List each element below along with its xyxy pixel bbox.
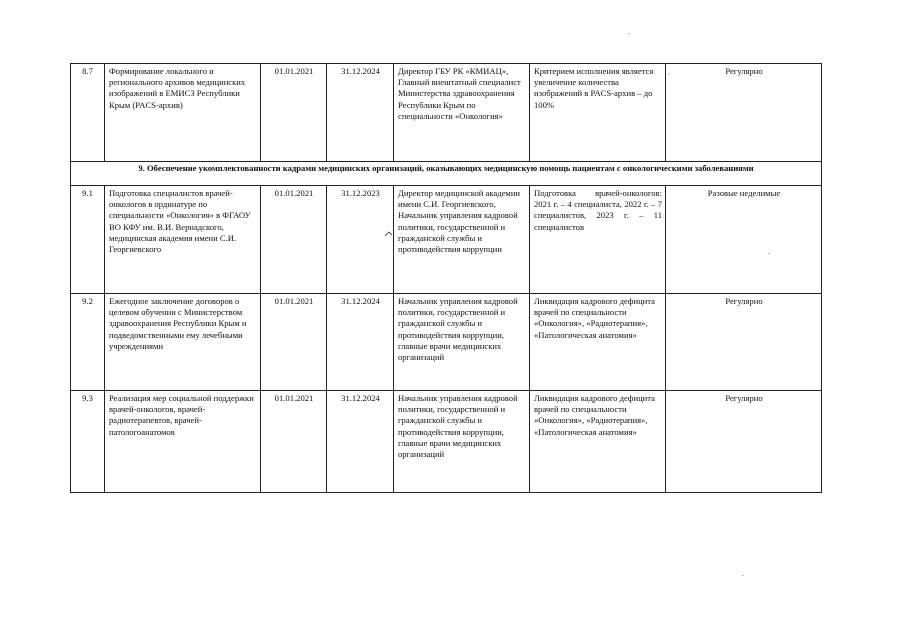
indicator: Ликвидация кадрового дефицита врачей по специальности «Онкология», «Радиотерапия», «Патологическая анатомия» (530, 391, 666, 493)
measure-name: Ежегодное заключение договоров о целевом обучении с Министерством здравоохранения Республики Крым и подведомственными ему лечебными учреждениями (105, 294, 261, 391)
document-page (70, 63, 821, 493)
indicator: Критерием исполнения является увеличение количества изображений в PACS-архив – до 100% (530, 64, 666, 162)
frequency: Разовые неделимые (666, 186, 822, 294)
responsible: Начальник управления кадровой политики, государственной и гражданской службы и противодействия коррупции, главные врачи медицинских организаций (394, 391, 530, 493)
indicator: Подготовка врачей-онкологов: 2021 г. – 4 специалиста, 2022 г. – 7 специалистов, 2023 г. – 11 специалистов (530, 186, 666, 294)
start-date: 01.01.2021 (261, 186, 327, 294)
responsible: Директор ГБУ РК «КМИАЦ», Главный внештатный специалист Министерства здравоохранения Республики Крым по специальности «Онкология» (394, 64, 530, 162)
responsible: Начальник управления кадровой политики, государственной и гражданской службы и противодействия коррупции, главные врачи медицинских организаций (394, 294, 530, 391)
frequency: Регулярно (666, 391, 822, 493)
table-row (71, 186, 822, 294)
measure-name: Реализация мер социальной поддержки врачей-онкологов, врачей-радиотерапевтов, врачей-патологоанатомов (105, 391, 261, 493)
scan-speck (668, 74, 670, 75)
end-date: 31.12.2024 (327, 64, 394, 162)
start-date: 01.01.2021 (261, 391, 327, 493)
section-heading-row (71, 162, 822, 186)
measure-name: Формирование локального и регионального архивов медицинских изображений в ЕМИСЗ Республики Крым (PACS-архив) (105, 64, 261, 162)
measures-table (70, 63, 822, 493)
scan-speck (768, 253, 770, 254)
start-date: 01.01.2021 (261, 64, 327, 162)
start-date: 01.01.2021 (261, 294, 327, 391)
row-number: 8.7 (71, 64, 105, 162)
row-number: 9.2 (71, 294, 105, 391)
row-number: 9.1 (71, 186, 105, 294)
section-title: 9. Обеспечение укомплектованности кадрами медицинских организаций, оказывающих медицинскую помощь пациентам с онкологическими заболеваниями (71, 162, 822, 186)
row-number: 9.3 (71, 391, 105, 493)
measure-name: Подготовка специалистов врачей-онкологов в ординатуре по специальности «Онкология» в ФГАОУ ВО КФУ им. В.И. Вернадского, медицинская академия имени С.И. Георгиевского (105, 186, 261, 294)
scan-speck (628, 33, 630, 34)
table-row (71, 64, 822, 162)
end-date: 31.12.2023 (327, 186, 394, 294)
indicator: Ликвидация кадрового дефицита врачей по специальности «Онкология», «Радиотерапия», «Патологическая анатомия» (530, 294, 666, 391)
responsible: Директор медицинской академии имени С.И. Георгиевского, Начальник управления кадровой политики, государственной и гражданской службы и противодействия коррупции (394, 186, 530, 294)
end-date: 31.12.2024 (327, 391, 394, 493)
end-date: 31.12.2024 (327, 294, 394, 391)
scan-speck (742, 575, 744, 576)
table-row (71, 391, 822, 493)
frequency: Регулярно (666, 64, 822, 162)
frequency: Регулярно (666, 294, 822, 391)
table-row (71, 294, 822, 391)
